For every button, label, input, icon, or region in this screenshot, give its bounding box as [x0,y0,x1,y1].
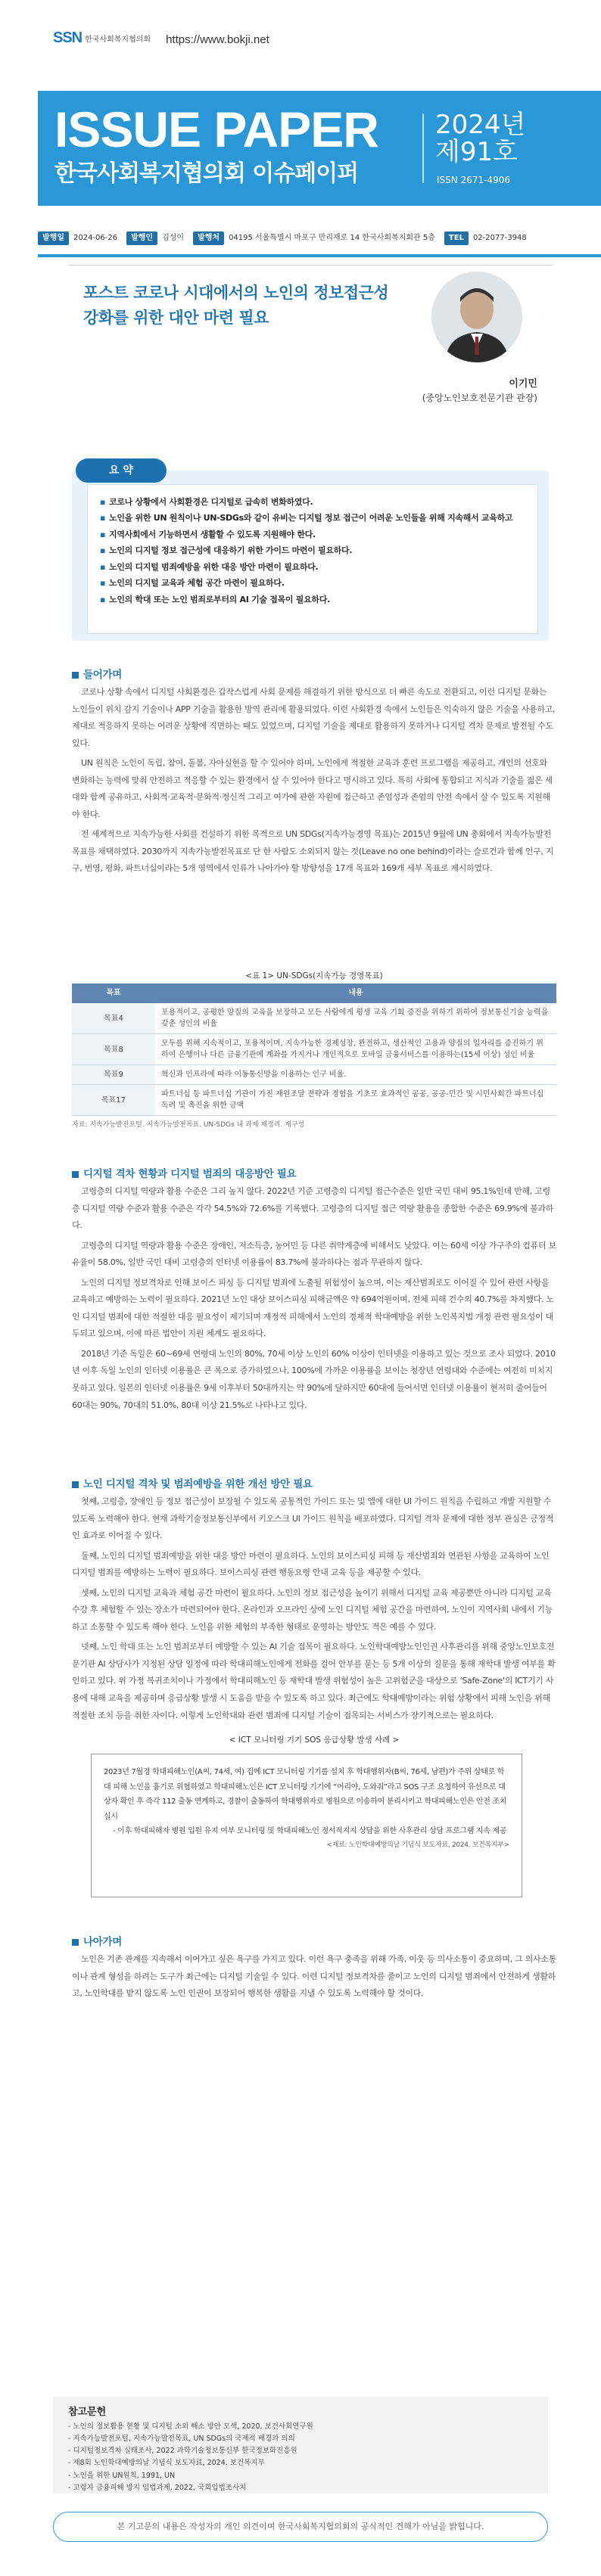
closing-paragraph: 노인은 기존 관계를 지속해서 이어가고 싶은 욕구를 가지고 있다. 이런 욕구 충족을 위해 가족, 이웃 등 의사소통이 중요하며, 그 의사소통이나 관계 형성을 하려는 도구가 최근에는 디지털 기술일 수 있다. 이런 디지털 정보격차를 줄이고 노인의 디지털 범죄에서 안전하게 생활하고, 노인학대를 받지 않도록 노인 인권이 보장되어 행복한 생활을 지낼 수 있도록 노력해야 할 것이다. [72,1954,556,1999]
improvement-paragraph: 첫째, 고령층, 장애인 등 정보 접근성이 보장될 수 있도록 공통적인 가이드 또는 및 앱에 대한 UI 가이드 원칙을 수립하고 개발 지원할 수 있도록 노력해야 한다. 현재 과학기술정보통신부에서 키오스크 UI 가이드 원칙을 배포하였다. 디지털 격차 문제에 대한 정부 관심은 긍정적인 효과로 이어질 수 있다. [72,1496,554,1541]
banner-year: 2024년 [435,110,526,140]
article-title [83,281,388,330]
references-heading: 참고문헌 [68,2407,107,2418]
banner-issue-number: 제91호 [435,136,518,167]
summary-item: ▪ 노인의 디지털 교육과 체험 공간 마련이 필요하다. [100,575,525,591]
summary-item: ▪ 지역사회에서 기능하면서 생활할 수 있도록 지원해야 한다. [100,527,525,542]
reference-item: - 고령자 금융피해 방지 입법과제, 2022, 국회입법조사처 [68,2483,247,2492]
article-title-line2: 강화를 위한 대안 마련 필요 [83,308,269,327]
summary-item: ▪ 노인을 위한 UN 원칙이나 UN-SDGs와 같이 유비는 디지털 정보 접근이 어려운 노인들을 위해 지속해서 교육하고 [100,510,525,526]
improvement-paragraph: 넷째, 노인 학대 또는 노인 범죄로부터 예방할 수 있는 AI 기술 접목이 필요하다. 노인학대예방노인인권 사후관리를 위해 중앙노인보호전문기관 AI 상담사가 지정된 상담 일정에 따라 학대피해노인에게 전화를 걸어 안부를 묻는 등 5개 이상의 질문을 통해 재학대 발생 여부를 확인하고 있다. 위 가정 복귀조치이나 가정에서 학대피해노인 등 재학대 발생 위험성이 높은 고위험군을 대상으로 'Safe-Zone'의 ICT기기 사용에 대해 교육을 제공하며 응급상황 발생 시 도움을 받을 수 있도록 하고 있다. 최근에도 학대예방이라는 위험 상황에서 피해 노인을 위해 적절한 조치 등을 취한 자이다. 이렇게 노인학대와 관련 범죄에 디지털 기술이 접목되는 서비스가 장기적으로는 필요하다. [72,1642,556,1720]
section-bullet-icon [72,1171,79,1178]
sdg-table-section [72,968,556,1131]
crime-heading [72,1165,556,1183]
summary-item: ▪ 노인의 디지털 정보 접근성에 대응하기 위한 가이드 마련이 필요하다. [100,542,525,558]
improvement-section [72,1475,556,1727]
closing-section [72,1933,556,2006]
table-cell-goal: 목표9 [72,1065,155,1085]
disclaimer-note: 본 기고문의 내용은 작성자의 개인 의견이며 한국사회복지협의회의 공식적인 견해가 아님을 밝힙니다. [53,2512,548,2542]
table-row [72,1034,556,1065]
table-row [72,1065,556,1085]
section-bullet-icon [72,672,79,679]
crime-paragraph: 노인의 디지털 정보격차로 인해 보이스 피싱 등 디지털 범죄에 노출될 위험성이 높으며, 이는 재산범죄로도 이어질 수 있어 관련 사항을 교육하고 예방하는 노력이 필요하다. 2021년 노인 대상 보이스피싱 피해금액은 약 694억원이며, 전체 피해 건수의 40.7%를 차지했다. 노인 디지털 범죄에 대한 적절한 대응 필요성이 제기되며 재정적 피해에서 노인의 경제적 학대예방을 위한 노인복지법 개정 관련 필요성이 대두되고 있으며, 이에 따른 법안이 지원 체계도 필요하다. [72,1277,554,1339]
table-source: 자료: 지속가능발전포털. 지속가능발전목표. UN-SDGs 내 과제 재정리. 재구성 [72,1121,305,1129]
office-address: 04195 서울특별시 마포구 만리재로 14 한국사회복지회관 5층 [229,234,435,242]
references-box [53,2397,548,2494]
improvement-paragraph: 셋째, 노인의 디지털 교육과 체험 공간 마련이 필요하다. 노인의 정보 접근성을 높이기 위해서 디지털 교육 제공뿐만 아니라 디지털 교육 수강 후 체험할 수 있는 장소가 마련되어야 한다. 온라인과 오프라인 상에 노인 디지털 체험 공간을 마련하여, 노인이 지역사회 내에서 기능하고 소통할 수 있도록 해야 한다. 노인을 위한 체험의 부족한 형태로 운영하는 방안도 적은 예를 수 있다. [72,1587,553,1632]
tel-number: 02-2077-3948 [472,234,527,242]
improvement-paragraph: 둘째, 노인의 디지털 범죄예방을 위한 대응 방안 마련이 필요하다. 노인의 보이스피싱 피해 등 재산범죄와 연관된 사항을 교육하여 노인 디지털 범죄를 예방하는 노력이 필요하다. 보이스피싱 관련 행동요령 안내 교육 등을 제공할 수 있다. [72,1550,550,1578]
improvement-heading [72,1475,556,1493]
divider-line [38,254,601,257]
crime-section [72,1165,556,1417]
crime-heading-text: 디지털 격차 현황과 디지털 범죄의 대응방안 필요 [83,1168,297,1180]
reference-item: - 제8회 노인학대예방의날 기념식 보도자료, 2024. 보건복지부 [68,2459,265,2468]
table-row [72,1085,556,1116]
summary-item: ▪ 노인의 디지털 범죄예방을 위한 대응 방안 마련이 필요하다. [100,559,525,575]
publisher-tag: 발행인 [126,231,157,245]
issue-paper-banner [38,91,601,206]
banner-divider [422,113,424,183]
reference-item: - 노인의 정보활용 현황 및 디지털 소외 해소 방안 모색, 2020, 보건사회연구원 [68,2422,313,2431]
publisher-name: 김성이 [162,234,185,242]
section-bullet-icon [72,1481,79,1488]
top-header [0,0,601,76]
intro-section [72,666,556,881]
author-name: 이기민 [509,378,537,390]
author-info [422,378,537,405]
table-cell-content: 포용적이고, 공평한 양질의 교육을 보장하고 모든 사람에게 평생 교육 기회 증진을 위하기 위하여 정보통신기술 능력을 갖춘 성인의 비율 [155,1003,556,1034]
table-cell-content: 혁신과 인프라에 따라 이동통신망을 이용하는 인구 비율. [155,1065,556,1085]
summary-item: ▪ 코로나 상황에서 사회환경은 디지털로 급속히 변화하였다. [100,494,525,510]
tel-tag: TEL [444,231,469,245]
logo[interactable]: SSN [53,30,83,46]
author-photo [431,272,522,362]
sdg-table [72,983,556,1116]
ict-case-box [91,1754,522,1897]
date-tag: 발행일 [38,231,69,245]
section-bullet-icon [72,1939,79,1946]
table-cell-content: 모두를 위해 지속적이고, 포용적이며, 지속가능한 경제성장, 완전하고, 생산적인 고용과 양질의 일자리를 증진하기 위하여 은행이나 다른 금융기관에 계좌를 가지거나 개인적으로 모바일 금융서비스를 이용하는(15세 이상) 성인 비율 [155,1034,556,1065]
intro-paragraph: 전 세계적으로 지속가능한 사회를 건설하기 위한 목적으로 UN SDGs(지속가능경영 목표)는 2015년 9월에 UN 총회에서 지속가능발전목표를 채택하였다. 2030까지 지속가능발전목표로 단 한 사람도 소외되지 않는 것(Leave no one behind)이라는 슬로건과 함께 인구, 지구, 번영, 평화, 파트너십이라는 5개 영역에서 인류가 나아가야 할 방향성을 17개 목표와 169개 세부 목표로 제시하였다. [72,829,554,874]
intro-paragraph: UN 원칙은 노인이 독립, 참여, 돌봄, 자아실현을 할 수 있어야 하며, 노인에게 적절한 교육과 훈련 프로그램을 제공하고, 개인의 선호와 변화하는 능력에 맞춰 안전하고 적응할 수 있는 환경에서 살 수 있어야 한다고 명시하고 있다. 특히 사회에 통합되고 지식과 기술을 젊은 세대와 함께 공유하고, 사회적·교육적·문화적·정신적 그리고 여가에 관한 자원에 접근하고 존엄성과 존엄의 안전 속에서 살 수 있도록 지원해야 한다. [72,758,553,819]
office-tag: 발행처 [193,231,224,245]
table-cell-goal: 목표17 [72,1085,155,1116]
ict-caption: < ICT 모니터링 기기 SOS 응급상황 발생 사례 > [229,1735,400,1745]
crime-paragraph: 고령층의 디지털 역량과 활용 수준은 장애인, 저소득층, 농어민 등 다른 취약계층에 비해서도 낮았다. 이는 60세 이상 가구주의 컴퓨터 보유율이 58.0%, 일반 국민 대비 고령층의 인터넷 이용률이 83.7%에 불과하다는 점과 무관하지 않다. [72,1240,556,1268]
article-title-box [68,265,553,405]
closing-heading [72,1933,556,1951]
ict-case-text: 2023년 7월경 학대피해노인(A씨, 74세, 여) 집에 ICT 모니터링 기기를 설치 후 학대행위자(B씨, 76세, 남편)가 주위 상태로 학대 피해 노인을 흉기로 위협하였고 학대피해노인은 ICT 모니터링 기기에 “어리야, 도와줘”라고 SOS 구조 요청하여 유선으로 대상자 확인 후 즉각 112 출동 연계하고, 경찰이 출동하여 학대행위자로 병원으로 이송하여 분리시키고 학대피해노인은 안전 조치 실시 [104,1768,507,1821]
improvement-heading-text: 노인 디지털 격차 및 범죄예방을 위한 개선 방안 필요 [83,1478,313,1490]
banner-issue [435,112,525,166]
reference-item: - 디지털정보격차 실태조사, 2022 과학기술정보통신부 한국정보화진흥원 [68,2447,297,2456]
summary-list-box [87,484,538,634]
site-url-link[interactable]: https://www.bokji.net [166,33,269,46]
table-cell-content: 파트너십 등 파트너십 기관이 가진 재원조달 전략과 경험을 기초로 효과적인 공공, 공공-민간 및 시민사회간 파트너십 독려 및 촉진을 위한 금액 [155,1085,556,1116]
logo-subtitle: 한국사회복지협의회 [85,36,151,44]
table-header-content: 내용 [155,983,556,1003]
table-row [72,1003,556,1034]
intro-heading [72,666,556,684]
table-header-goal: 목표 [72,983,155,1003]
table-cell-goal: 목표8 [72,1034,155,1065]
banner-subtitle: 한국사회복지협의회 이슈페이퍼 [54,160,359,187]
ict-case-source: <재료: 노인학대예방의날 기념식 보도자료, 2024. 보건복지부> [326,1841,509,1849]
banner-issn: ISSN 2671-4906 [437,175,510,185]
article-title-line1: 포스트 코로나 시대에서의 노인의 정보접근성 [83,284,389,302]
closing-heading-text: 나아가며 [83,1936,122,1948]
crime-paragraph: 2018년 기준 독일은 60~69세 연령대 노인의 80%, 70세 이상 노인의 60% 이상이 인터넷을 이용하고 있는 것으로 조사 되었다. 2010년 이후 독일 노인의 인터넷 이용률은 큰 폭으로 증가하였으나, 100%에 가까운 이용률을 보이는 청장년 연령대와 수준에는 여전히 미치지 못하고 있다. 일본의 인터넷 이용률은 9세 이후부터 50대까지는 약 90%에 달하지만 60대에 들어서면 인터넷 이용률이 현저히 줄어들어 60대는 90%, 70대의 51.0%, 80대 이상 21.5%로 나타나고 있다. [72,1348,556,1410]
intro-paragraph: 코로나 상황 속에서 디지털 사회환경은 갑작스럽게 사회 문제를 해결하기 위한 방식으로 더 빠른 속도로 전환되고, 이런 디지털 문화는 노인들이 위치 감지 기술이나 APP 기술을 활용한 방역 관리에 활용되었다. 이런 사회환경 속에서 노인들은 익숙하지 않은 기술을 사용하고, 제대로 적응하지 못하는 어려운 상황에 직면하는 때도 있었으며, 디지털 기술을 제대로 활용하지 못하거나 디지털 격차 문제로 발전될 수도 있다. [72,687,556,748]
summary-label: 요 약 [76,458,167,483]
publish-date: 2024-06-26 [73,234,118,242]
reference-item: - 지속가능발전포털, 지속가능발전목표, UN SDGs의 국제적 배경과 의의 [68,2435,295,2444]
summary-item: ▪ 노인의 학대 또는 노인 범죄로부터의 AI 기술 접목이 필요하다. [100,592,525,607]
banner-title: ISSUE PAPER [54,101,378,157]
ict-case-followup: - 이후 학대피해자 병원 입원 유지 여부 모니터링 및 학대피해노인 정서적지지 상담을 위한 사후관리 상담 프로그램 지속 제공 [113,1827,507,1835]
author-affiliation: (중앙노인보호전문기관 관장) [422,392,537,403]
reference-item: - 노인을 위한 UN원칙, 1991, UN [68,2471,176,2480]
publication-info-bar [38,227,601,250]
table-cell-goal: 목표4 [72,1003,155,1034]
table-caption: <표 1> UN-SDGs(지속가능 경영목표) [245,971,383,980]
crime-paragraph: 고령층의 디지털 역량과 활용 수준은 그리 높지 않다. 2022년 기준 고령층의 디지털 접근수준은 일반 국민 대비 95.1%인데 반해, 고령층 디지털 역량 수준과 활용 수준은 각각 54.5%와 72.6%를 기록했다. 고령층의 디지털 접근 역량 활용을 종합한 수준은 69.9%에 불과하다. [72,1186,554,1231]
intro-heading-text: 들어가며 [83,669,122,681]
